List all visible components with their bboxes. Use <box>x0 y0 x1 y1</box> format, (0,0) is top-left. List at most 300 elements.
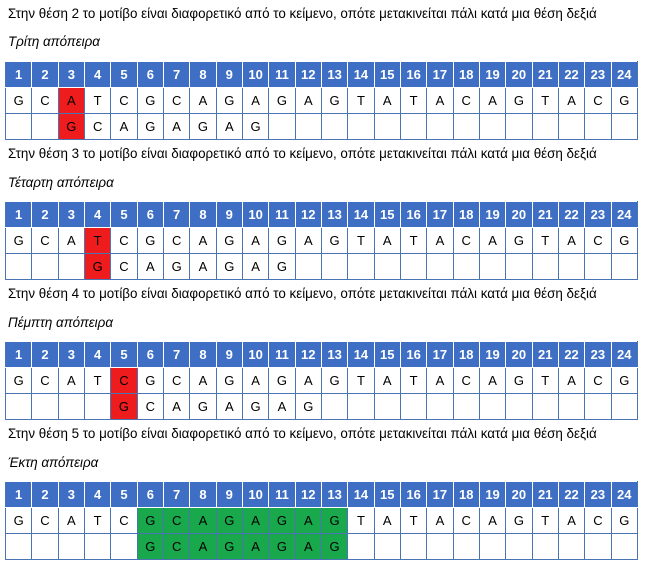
text-char-cell: A <box>242 368 268 394</box>
motif-char-cell: G <box>295 394 321 420</box>
position-header-row <box>6 342 638 368</box>
text-char-cell: A <box>374 228 400 254</box>
motif-char-cell: G <box>84 254 110 280</box>
motif-char-cell: A <box>137 254 163 280</box>
position-cell: 5 <box>111 482 137 508</box>
text-char-cell: T <box>348 228 374 254</box>
position-cell: 5 <box>111 62 137 88</box>
text-char-cell: A <box>427 88 453 114</box>
position-cell: 15 <box>374 482 400 508</box>
motif-char-cell: G <box>269 534 295 560</box>
position-cell: 5 <box>111 202 137 228</box>
position-cell: 1 <box>6 62 32 88</box>
text-char-cell: A <box>58 88 84 114</box>
motif-row <box>6 254 638 280</box>
position-cell: 9 <box>216 482 242 508</box>
text-char-cell: A <box>479 508 505 534</box>
motif-char-cell <box>348 394 374 420</box>
motif-char-cell: G <box>190 394 216 420</box>
position-cell: 2 <box>32 202 58 228</box>
text-char-cell: C <box>453 228 479 254</box>
text-char-cell: G <box>321 368 347 394</box>
position-cell: 24 <box>611 202 637 228</box>
motif-char-cell: A <box>242 534 268 560</box>
position-cell: 8 <box>190 482 216 508</box>
position-cell: 16 <box>400 202 426 228</box>
motif-char-cell <box>374 114 400 140</box>
text-char-cell: G <box>611 228 637 254</box>
text-char-cell: C <box>453 88 479 114</box>
position-cell: 21 <box>532 202 558 228</box>
motif-char-cell <box>84 534 110 560</box>
position-cell: 19 <box>479 202 505 228</box>
position-cell: 23 <box>585 62 611 88</box>
position-cell: 24 <box>611 342 637 368</box>
motif-char-cell <box>585 394 611 420</box>
text-char-cell: A <box>558 228 584 254</box>
text-char-cell: A <box>242 228 268 254</box>
text-char-cell: G <box>321 88 347 114</box>
motif-char-cell: A <box>111 114 137 140</box>
position-cell: 3 <box>58 202 84 228</box>
alignment-grid <box>5 341 638 420</box>
position-cell: 3 <box>58 62 84 88</box>
position-cell: 4 <box>84 342 110 368</box>
text-char-cell: C <box>585 228 611 254</box>
position-cell: 16 <box>400 62 426 88</box>
position-cell: 17 <box>427 202 453 228</box>
text-char-cell: G <box>6 228 32 254</box>
motif-char-cell <box>479 254 505 280</box>
position-cell: 18 <box>453 62 479 88</box>
motif-char-cell <box>558 534 584 560</box>
text-char-cell: A <box>558 508 584 534</box>
text-char-cell: G <box>6 368 32 394</box>
text-char-cell: T <box>84 368 110 394</box>
position-cell: 12 <box>295 62 321 88</box>
text-char-cell: A <box>58 228 84 254</box>
motif-char-cell <box>532 534 558 560</box>
text-char-cell: T <box>532 508 558 534</box>
text-char-cell: G <box>506 368 532 394</box>
position-cell: 20 <box>506 482 532 508</box>
motif-char-cell <box>32 394 58 420</box>
motif-char-cell: C <box>163 534 189 560</box>
motif-char-cell <box>348 114 374 140</box>
text-char-cell: G <box>506 88 532 114</box>
motif-char-cell: A <box>216 394 242 420</box>
text-char-cell: A <box>190 508 216 534</box>
position-cell: 1 <box>6 482 32 508</box>
text-char-cell: A <box>242 508 268 534</box>
position-cell: 19 <box>479 342 505 368</box>
text-char-cell: T <box>400 228 426 254</box>
text-char-cell: A <box>558 368 584 394</box>
motif-char-cell <box>558 394 584 420</box>
text-char-cell: G <box>216 368 242 394</box>
text-char-cell: A <box>427 508 453 534</box>
motif-char-cell <box>374 254 400 280</box>
motif-char-cell <box>321 114 347 140</box>
position-cell: 10 <box>242 342 268 368</box>
text-char-cell: A <box>58 368 84 394</box>
text-row <box>6 508 638 534</box>
text-char-cell: T <box>348 508 374 534</box>
motif-char-cell: A <box>190 534 216 560</box>
text-char-cell: A <box>558 88 584 114</box>
position-cell: 2 <box>32 62 58 88</box>
text-char-cell: C <box>163 368 189 394</box>
position-cell: 1 <box>6 342 32 368</box>
motif-char-cell: G <box>190 114 216 140</box>
position-cell: 22 <box>558 342 584 368</box>
position-cell: 14 <box>348 342 374 368</box>
position-cell: 15 <box>374 202 400 228</box>
text-char-cell: G <box>611 88 637 114</box>
position-cell: 14 <box>348 62 374 88</box>
text-char-cell: C <box>453 368 479 394</box>
position-cell: 23 <box>585 202 611 228</box>
position-cell: 21 <box>532 342 558 368</box>
motif-char-cell: G <box>58 114 84 140</box>
text-char-cell: A <box>190 228 216 254</box>
text-char-cell: A <box>190 88 216 114</box>
text-char-cell: T <box>532 368 558 394</box>
motif-char-cell: C <box>111 254 137 280</box>
text-char-cell: T <box>400 368 426 394</box>
text-char-cell: T <box>348 88 374 114</box>
text-char-cell: G <box>137 368 163 394</box>
position-cell: 17 <box>427 482 453 508</box>
text-row <box>6 368 638 394</box>
position-header-row <box>6 62 638 88</box>
text-char-cell: G <box>137 228 163 254</box>
position-cell: 6 <box>137 202 163 228</box>
text-char-cell: T <box>84 228 110 254</box>
position-cell: 19 <box>479 62 505 88</box>
text-char-cell: A <box>374 88 400 114</box>
position-cell: 11 <box>269 342 295 368</box>
motif-char-cell <box>400 114 426 140</box>
alignment-grid <box>5 481 638 560</box>
motif-char-cell <box>479 114 505 140</box>
motif-char-cell: A <box>190 254 216 280</box>
text-row <box>6 88 638 114</box>
text-char-cell: T <box>532 88 558 114</box>
motif-char-cell: A <box>295 534 321 560</box>
text-char-cell: A <box>427 228 453 254</box>
position-cell: 16 <box>400 482 426 508</box>
text-char-cell: G <box>137 88 163 114</box>
position-cell: 12 <box>295 482 321 508</box>
position-cell: 23 <box>585 482 611 508</box>
position-cell: 6 <box>137 342 163 368</box>
position-cell: 7 <box>163 62 189 88</box>
position-cell: 11 <box>269 482 295 508</box>
motif-row <box>6 394 638 420</box>
position-cell: 8 <box>190 202 216 228</box>
position-cell: 18 <box>453 482 479 508</box>
position-cell: 17 <box>427 342 453 368</box>
text-char-cell: A <box>295 368 321 394</box>
motif-char-cell <box>400 394 426 420</box>
position-cell: 9 <box>216 342 242 368</box>
text-char-cell: A <box>427 368 453 394</box>
motif-char-cell <box>6 534 32 560</box>
position-header-row <box>6 482 638 508</box>
text-char-cell: C <box>32 88 58 114</box>
motif-char-cell <box>611 254 637 280</box>
text-char-cell: C <box>111 228 137 254</box>
text-char-cell: G <box>216 508 242 534</box>
motif-char-cell <box>400 254 426 280</box>
text-char-cell: T <box>400 508 426 534</box>
motif-char-cell: G <box>163 254 189 280</box>
position-cell: 11 <box>269 202 295 228</box>
attempt-title: Τρίτη απόπειρα <box>8 34 100 49</box>
text-char-cell: T <box>84 508 110 534</box>
text-char-cell: A <box>190 368 216 394</box>
position-cell: 10 <box>242 62 268 88</box>
text-char-cell: C <box>163 508 189 534</box>
motif-char-cell: G <box>216 254 242 280</box>
position-cell: 2 <box>32 482 58 508</box>
position-cell: 6 <box>137 62 163 88</box>
text-char-cell: C <box>163 88 189 114</box>
text-char-cell: A <box>242 88 268 114</box>
text-char-cell: A <box>295 88 321 114</box>
position-cell: 12 <box>295 202 321 228</box>
text-char-cell: C <box>111 508 137 534</box>
position-cell: 18 <box>453 342 479 368</box>
position-cell: 22 <box>558 62 584 88</box>
text-char-cell: G <box>6 88 32 114</box>
motif-char-cell: G <box>216 534 242 560</box>
position-cell: 9 <box>216 202 242 228</box>
text-char-cell: G <box>506 508 532 534</box>
position-cell: 23 <box>585 342 611 368</box>
position-cell: 3 <box>58 342 84 368</box>
position-cell: 15 <box>374 62 400 88</box>
text-char-cell: G <box>269 368 295 394</box>
alignment-grid <box>5 61 638 140</box>
motif-char-cell: C <box>137 394 163 420</box>
motif-char-cell <box>479 394 505 420</box>
motif-char-cell <box>269 114 295 140</box>
text-char-cell: A <box>295 508 321 534</box>
motif-char-cell <box>348 254 374 280</box>
motif-char-cell <box>453 394 479 420</box>
position-cell: 22 <box>558 202 584 228</box>
motif-char-cell <box>6 254 32 280</box>
text-char-cell: G <box>269 228 295 254</box>
position-cell: 13 <box>321 482 347 508</box>
text-char-cell: C <box>32 508 58 534</box>
motif-char-cell <box>532 394 558 420</box>
text-char-cell: T <box>348 368 374 394</box>
motif-char-cell: G <box>321 534 347 560</box>
step-message: Στην θέση 2 το μοτίβο είναι διαφορετικό από το κείμενο, οπότε μετακινείται πάλι κατά μια θέση δεξιά <box>8 6 597 21</box>
position-cell: 8 <box>190 62 216 88</box>
text-char-cell: G <box>269 508 295 534</box>
text-char-cell: G <box>216 88 242 114</box>
text-char-cell: A <box>374 368 400 394</box>
motif-char-cell: A <box>163 394 189 420</box>
text-char-cell: A <box>295 228 321 254</box>
position-cell: 17 <box>427 62 453 88</box>
text-char-cell: T <box>400 88 426 114</box>
motif-char-cell <box>479 534 505 560</box>
motif-char-cell: A <box>242 254 268 280</box>
text-char-cell: G <box>506 228 532 254</box>
motif-char-cell <box>532 254 558 280</box>
text-char-cell: G <box>611 368 637 394</box>
motif-char-cell <box>427 394 453 420</box>
position-cell: 21 <box>532 482 558 508</box>
text-char-cell: C <box>163 228 189 254</box>
text-char-cell: T <box>532 228 558 254</box>
position-cell: 20 <box>506 62 532 88</box>
position-cell: 15 <box>374 342 400 368</box>
motif-char-cell <box>427 114 453 140</box>
position-cell: 4 <box>84 482 110 508</box>
text-char-cell: G <box>321 228 347 254</box>
text-char-cell: C <box>32 228 58 254</box>
motif-char-cell <box>58 394 84 420</box>
motif-char-cell <box>374 394 400 420</box>
position-cell: 16 <box>400 342 426 368</box>
motif-char-cell <box>6 114 32 140</box>
position-cell: 10 <box>242 202 268 228</box>
text-char-cell: C <box>111 368 137 394</box>
text-char-cell: C <box>453 508 479 534</box>
position-cell: 24 <box>611 62 637 88</box>
text-char-cell: G <box>269 88 295 114</box>
position-cell: 18 <box>453 202 479 228</box>
step-message: Στην θέση 4 το μοτίβο είναι διαφορετικό από το κείμενο, οπότε μετακινείται πάλι κατά μια θέση δεξιά <box>8 286 597 301</box>
motif-char-cell <box>585 114 611 140</box>
position-cell: 2 <box>32 342 58 368</box>
position-cell: 5 <box>111 342 137 368</box>
motif-char-cell <box>453 114 479 140</box>
position-cell: 11 <box>269 62 295 88</box>
motif-char-cell <box>58 254 84 280</box>
position-cell: 9 <box>216 62 242 88</box>
position-cell: 19 <box>479 482 505 508</box>
motif-char-cell <box>321 394 347 420</box>
motif-char-cell <box>58 534 84 560</box>
text-char-cell: C <box>585 88 611 114</box>
motif-char-cell: G <box>269 254 295 280</box>
motif-char-cell <box>427 534 453 560</box>
position-cell: 13 <box>321 342 347 368</box>
motif-char-cell <box>506 114 532 140</box>
position-cell: 24 <box>611 482 637 508</box>
motif-char-cell <box>558 114 584 140</box>
text-row <box>6 228 638 254</box>
motif-char-cell <box>585 254 611 280</box>
motif-char-cell <box>111 534 137 560</box>
motif-char-cell <box>611 534 637 560</box>
position-header-row <box>6 202 638 228</box>
position-cell: 14 <box>348 482 374 508</box>
motif-char-cell: A <box>269 394 295 420</box>
text-char-cell: T <box>84 88 110 114</box>
text-char-cell: G <box>216 228 242 254</box>
position-cell: 21 <box>532 62 558 88</box>
motif-char-cell <box>321 254 347 280</box>
motif-char-cell <box>585 534 611 560</box>
motif-char-cell <box>558 254 584 280</box>
motif-char-cell <box>611 394 637 420</box>
motif-char-cell <box>295 114 321 140</box>
position-cell: 14 <box>348 202 374 228</box>
motif-char-cell: G <box>137 114 163 140</box>
position-cell: 22 <box>558 482 584 508</box>
motif-char-cell <box>32 254 58 280</box>
attempt-title: Πέμπτη απόπειρα <box>8 315 113 330</box>
position-cell: 7 <box>163 482 189 508</box>
motif-char-cell <box>506 534 532 560</box>
position-cell: 3 <box>58 482 84 508</box>
position-cell: 4 <box>84 202 110 228</box>
motif-char-cell <box>453 254 479 280</box>
motif-char-cell <box>374 534 400 560</box>
motif-char-cell <box>32 534 58 560</box>
motif-char-cell <box>84 394 110 420</box>
motif-row <box>6 534 638 560</box>
position-cell: 4 <box>84 62 110 88</box>
motif-char-cell <box>348 534 374 560</box>
position-cell: 12 <box>295 342 321 368</box>
attempt-title: Έκτη απόπειρα <box>8 455 99 470</box>
text-char-cell: C <box>585 508 611 534</box>
alignment-grid <box>5 201 638 280</box>
step-message: Στην θέση 5 το μοτίβο είναι διαφορετικό από το κείμενο, οπότε μετακινείται πάλι κατά μια θέση δεξιά <box>8 426 597 441</box>
text-char-cell: G <box>321 508 347 534</box>
text-char-cell: A <box>374 508 400 534</box>
position-cell: 20 <box>506 202 532 228</box>
motif-row <box>6 114 638 140</box>
motif-char-cell <box>295 254 321 280</box>
motif-char-cell <box>453 534 479 560</box>
position-cell: 1 <box>6 202 32 228</box>
text-char-cell: C <box>111 88 137 114</box>
text-char-cell: A <box>479 88 505 114</box>
text-char-cell: C <box>32 368 58 394</box>
attempt-title: Τέταρτη απόπειρα <box>8 175 114 190</box>
text-char-cell: G <box>611 508 637 534</box>
text-char-cell: A <box>58 508 84 534</box>
position-cell: 10 <box>242 482 268 508</box>
motif-char-cell: A <box>216 114 242 140</box>
text-char-cell: G <box>137 508 163 534</box>
text-char-cell: G <box>6 508 32 534</box>
motif-char-cell: G <box>242 114 268 140</box>
position-cell: 13 <box>321 202 347 228</box>
motif-char-cell <box>6 394 32 420</box>
motif-char-cell <box>506 394 532 420</box>
motif-char-cell <box>400 534 426 560</box>
motif-char-cell <box>506 254 532 280</box>
motif-char-cell <box>32 114 58 140</box>
motif-char-cell <box>427 254 453 280</box>
position-cell: 6 <box>137 482 163 508</box>
position-cell: 7 <box>163 202 189 228</box>
text-char-cell: A <box>479 228 505 254</box>
motif-char-cell <box>611 114 637 140</box>
motif-char-cell: C <box>84 114 110 140</box>
